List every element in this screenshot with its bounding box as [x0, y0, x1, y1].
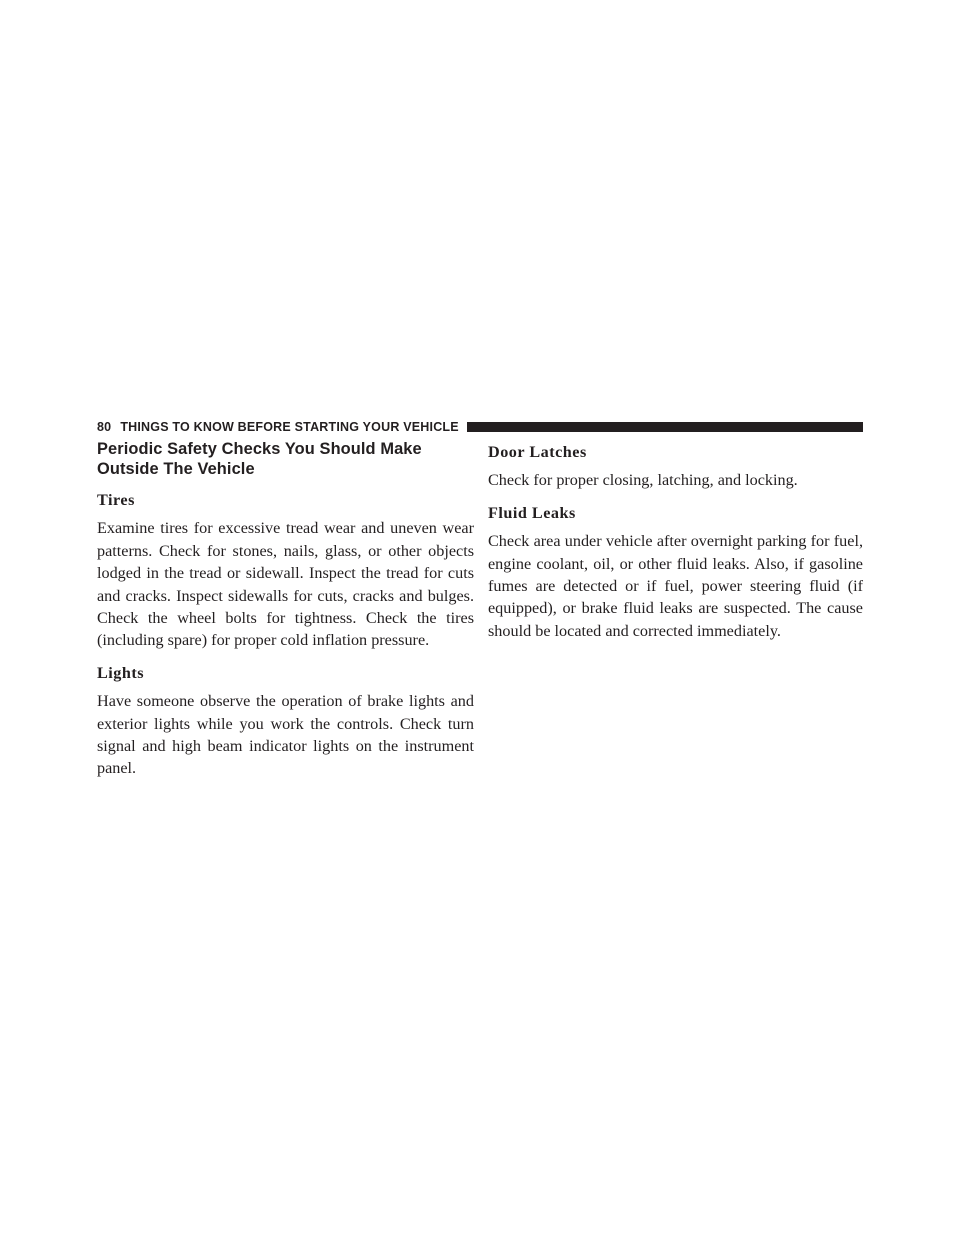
header-rule	[467, 422, 863, 432]
running-title: THINGS TO KNOW BEFORE STARTING YOUR VEHICLE	[120, 420, 459, 434]
section-title: Periodic Safety Checks You Should Make Outside The Vehicle	[97, 440, 422, 478]
fluid-leaks-heading: Fluid Leaks	[488, 503, 576, 522]
right-column	[488, 439, 863, 652]
tires-paragraph: Examine tires for excessive tread wear and uneven wear patterns. Check for stones, nails, glass, or other objects lodged in the tread or sidewall. Inspect the tread for cuts and cracks. Inspect sidewalls for cuts, cracks and bulges. Check the wheel bolts for tightness. Check the tires (including spare) for proper cold inflation pressure.	[97, 519, 474, 650]
tires-heading: Tires	[97, 491, 135, 509]
lights-heading: Lights	[97, 663, 145, 682]
door-latches-paragraph: Check for proper closing, latching, and locking.	[488, 471, 798, 490]
door-latches-heading: Door Latches	[488, 443, 587, 461]
fluid-leaks-paragraph: Check area under vehicle after overnight parking for fuel, engine coolant, oil, or other fluid leaks. Also, if gasoline fumes are detected or if fuel, power steering fluid (if equipped), or brake fluid leaks are suspected. The cause should be located and corrected immediately.	[488, 532, 863, 640]
page-header	[97, 418, 863, 436]
page-number: 80	[97, 420, 112, 434]
left-column	[97, 439, 474, 790]
lights-paragraph: Have someone observe the operation of brake lights and exterior lights while you work the controls. Check turn signal and high beam indicator lights on the instrument panel.	[97, 692, 474, 778]
